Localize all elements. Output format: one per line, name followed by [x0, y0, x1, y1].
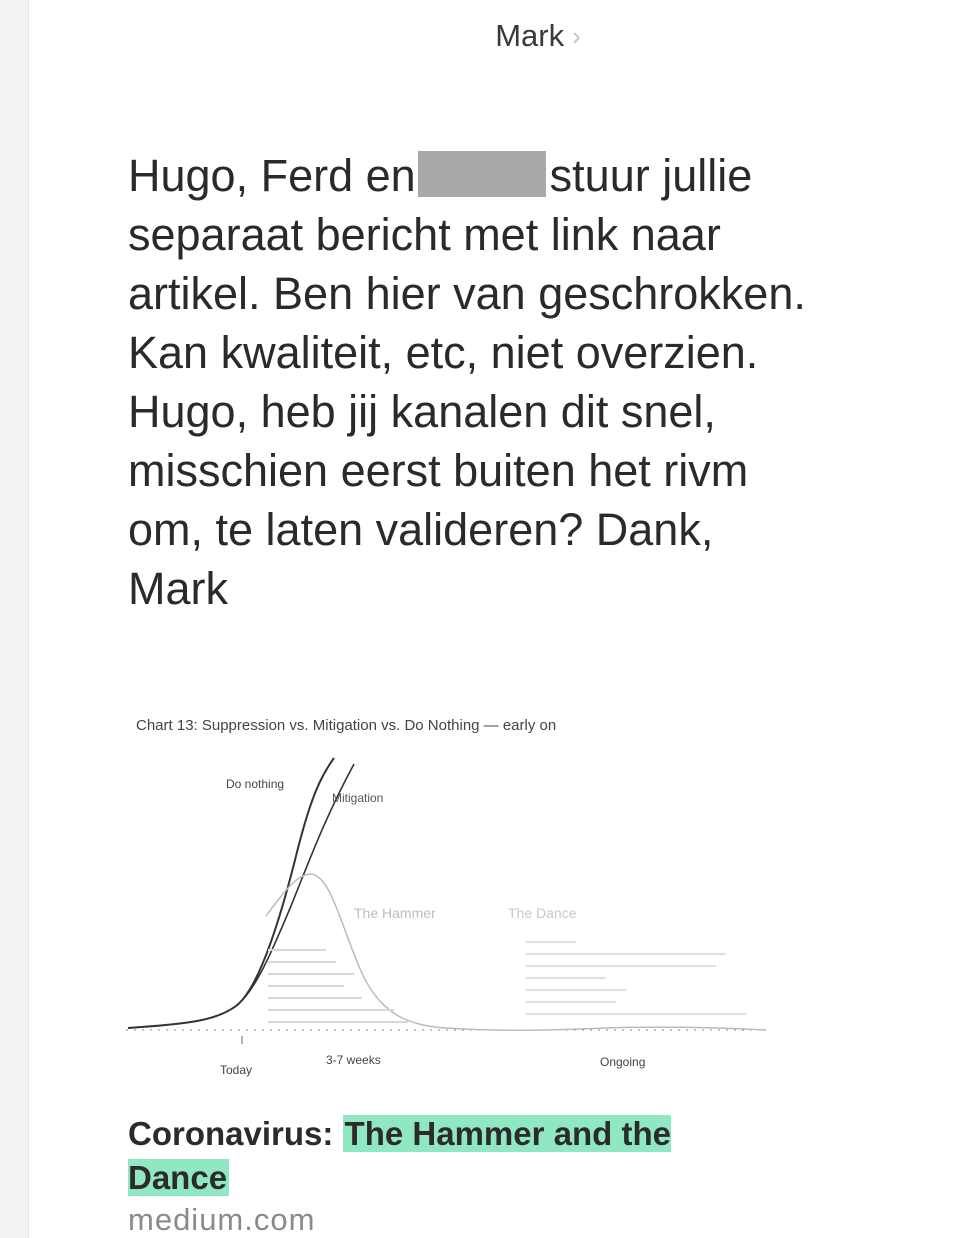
message-text-rest: stuur jullie separaat bericht met link naar artikel. Ben hier van geschrokken. Kan kwaliteit, etc, niet overzien. Hugo, heb jij kanalen dit snel, misschien eerst buiten het rivm om, te laten valideren? Dank, Mark	[128, 150, 806, 614]
contact-name: Mark	[495, 18, 565, 53]
left-panel-edge	[0, 0, 29, 1238]
hammer-description-lines	[268, 950, 408, 1022]
weeks-label: 3-7 weeks	[326, 1053, 381, 1067]
hammer-label: The Hammer	[354, 905, 436, 921]
link-preview-image	[126, 706, 786, 1086]
dance-label: The Dance	[508, 905, 577, 921]
link-preview-title-plain: Coronavirus:	[128, 1115, 343, 1152]
hammer-curve	[266, 874, 766, 1030]
message-bubble	[128, 146, 808, 618]
preview-chart-title: Chart 13: Suppression vs. Mitigation vs. Do Nothing — early on	[136, 717, 557, 734]
ongoing-label: Ongoing	[600, 1055, 646, 1069]
preview-chart-svg	[126, 706, 786, 1086]
link-preview-card[interactable]	[126, 706, 786, 1086]
message-text	[128, 146, 808, 618]
today-label: Today	[220, 1063, 253, 1077]
link-preview-title[interactable]	[128, 1112, 768, 1200]
chevron-right-icon: ›	[572, 21, 581, 51]
link-preview-domain: medium.com	[128, 1202, 316, 1237]
search-highlight: The Hammer and the Dance	[128, 1115, 671, 1196]
mitigation-label: Mitigation	[332, 791, 384, 805]
conversation-header	[0, 18, 956, 62]
message-text-start: Hugo, Ferd en	[128, 150, 416, 201]
do-nothing-label: Do nothing	[226, 777, 285, 791]
dance-description-lines	[526, 942, 746, 1014]
redaction-block	[418, 151, 546, 197]
contact-name-button[interactable]	[495, 18, 581, 54]
do-nothing-curve	[128, 758, 334, 1028]
